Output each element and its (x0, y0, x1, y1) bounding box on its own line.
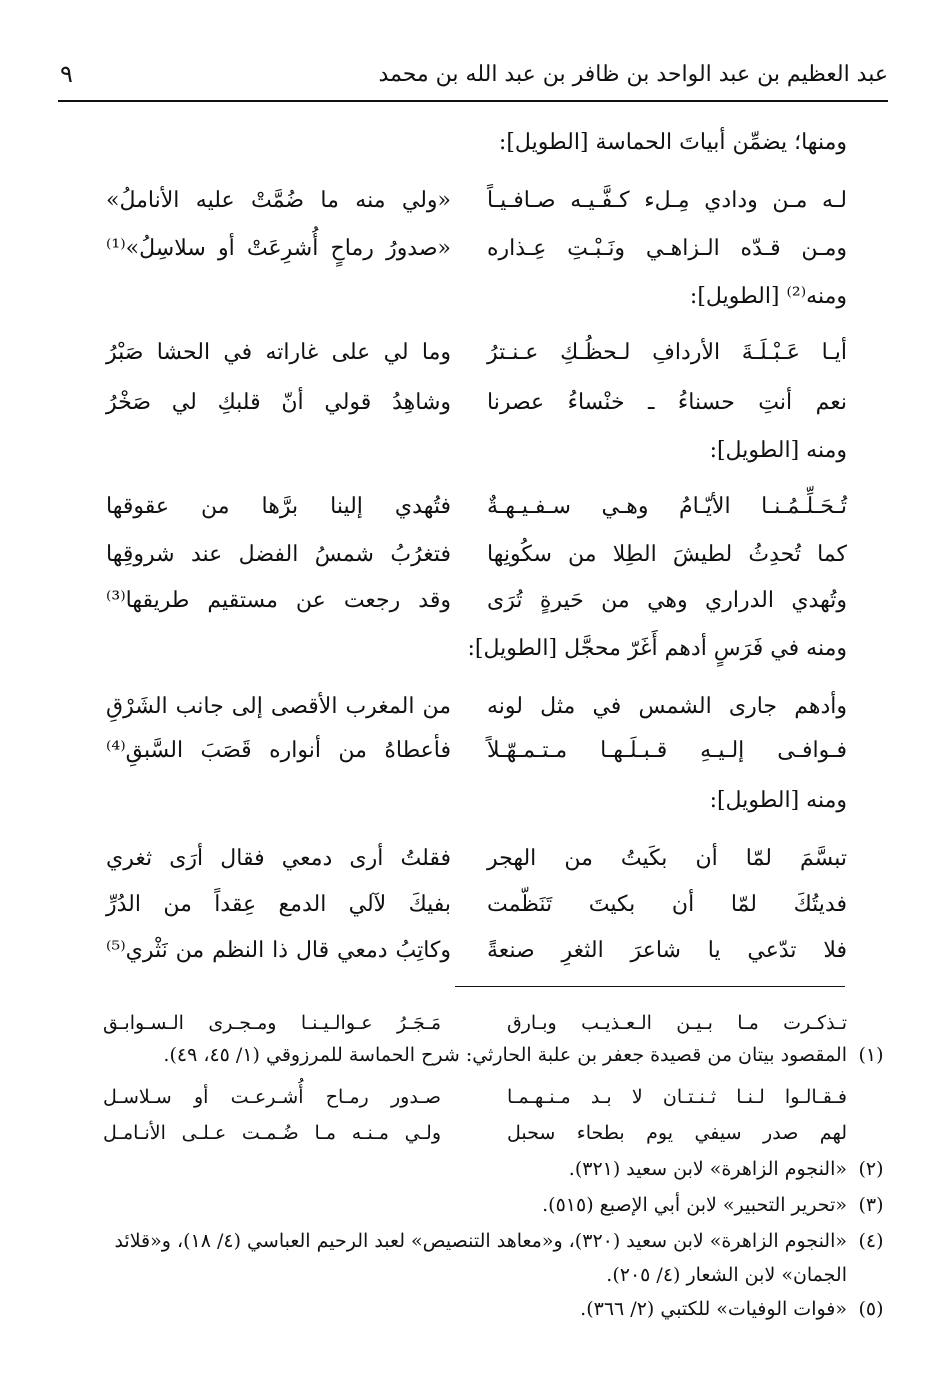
verse-right-hemistich: لـه مـن ودادي مِـلء كـفَّـيـه صـافـيـاً (487, 188, 847, 213)
verse-left-hemistich: «ولي منه ما ضُمَّتْ عليه الأناملُ» (106, 188, 451, 213)
verse-left-hemistich: فأعطاهُ من أنواره قَصَبَ السَّبقِ⁽⁴⁾ (106, 738, 451, 763)
footnote-number: (٥) (858, 1298, 884, 1320)
footnote-number: (٤) (858, 1230, 884, 1252)
footnote-verse-left: مَـجَـرُ عـوالـيـنـا ومـجـرى الـسـوابـق (103, 1012, 441, 1034)
footnote-verse-right: لهم صدر سيفي يوم بطحاء سحبل (507, 1122, 847, 1144)
verse-right-hemistich: نعم أنتِ حسناءُ ـ خنْساءُ عصرنا (487, 390, 847, 415)
verse-left-hemistich: فتُهدي إلينا برَّها من عقوقها (106, 494, 451, 519)
verse-right-hemistich: وأدهم جارى الشمس في مثل لونه (487, 694, 847, 719)
verse-right-hemistich: أيـا عَـبْـلَـةَ الأردافِ لـحظُـكِ عـنـترُ (487, 340, 847, 365)
page-number: ٩ (60, 60, 73, 88)
verse-left-hemistich: فتغرُبُ شمسُ الفضل عند شروقِها (106, 542, 451, 567)
intro-line: ومنها؛ يضمِّن أبياتَ الحماسة [الطويل]: (498, 130, 847, 155)
verse-right-hemistich: فلا تدّعي يا شاعرَ الثغرِ صنعةً (487, 938, 847, 963)
verse-left-hemistich: من المغرب الأقصى إلى جانب الشَرْقِ (106, 694, 451, 719)
footnote-separator (455, 986, 845, 987)
verse-left-hemistich: «صدورُ رماحٍ أُشرِعَتْ أو سلاسِلُ»⁽¹⁾ (106, 236, 451, 261)
running-title: عبد العظيم بن عبد الواحد بن ظافر بن عبد الله بن محمد (378, 62, 888, 87)
page-header (58, 56, 888, 102)
intro-line: ومنه [الطويل]: (709, 788, 847, 813)
verse-left-hemistich: وكاتِبُ دمعي قال ذا النظم من نَثْري⁽⁵⁾ (106, 938, 451, 963)
footnote-number: (٣) (858, 1194, 884, 1216)
intro-line: ومنه في فَرَسٍ أدهم أَغَرّ محجَّل [الطويل]: (467, 636, 847, 661)
verse-left-hemistich: وشاهِدُ قولي أنّ قلبكِ لي صَخْرُ (106, 390, 451, 415)
verse-left-hemistich: وما لي على غاراته في الحشا صَبْرُ (106, 340, 451, 365)
footnote-verse-left: صـدور رمـاح أُشـرعـت أو سـلاسـل (103, 1086, 441, 1108)
verse-left-hemistich: فقلتُ أرى دمعي فقال أرَى ثغري (106, 846, 451, 871)
footnote-text: المقصود بيتان من قصيدة جعفر بن علبة الحارثي: شرح الحماسة للمرزوقي (١/ ٤٥، ٤٩). (163, 1044, 847, 1066)
footnote-number: (١) (858, 1044, 884, 1066)
footnote-text-continuation: الجمان» لابن الشعار (٤/ ٢٠٥). (606, 1264, 847, 1286)
verse-left-hemistich: بفيكَ لآلي الدمع عِقداً من الدُرِّ (106, 892, 451, 917)
verse-right-hemistich: تبسَّمَ لمّا أن بكَيتُ من الهجر (487, 846, 847, 871)
verse-right-hemistich: ومـن قـدّه الـزاهـي ونَـبْـتِ عِـذاره (487, 236, 847, 261)
footnote-text: «النجوم الزاهرة» لابن سعيد (٣٢٠)، و«معاهد التنصيص» لعبد الرحيم العباسي (٤/ ١٨)، و«قلائد (114, 1230, 847, 1252)
intro-line: ومنه⁽²⁾ [الطويل]: (689, 284, 847, 309)
footnote-text: «النجوم الزاهرة» لابن سعيد (٣٢١). (568, 1158, 847, 1180)
footnote-verse-right: تـذكـرت مـا بـيـن الـعـذيـب وبـارق (507, 1012, 847, 1034)
verse-right-hemistich: تُـحَـلِّـمُـنـا الأيّـامُ وهـي سـفـيـهـةٌ (487, 494, 847, 519)
verse-right-hemistich: فديتُكَ لمّا أن بكيتَ تَنَظّمت (487, 892, 847, 917)
verse-left-hemistich: وقد رجعت عن مستقيم طريقها⁽³⁾ (106, 588, 451, 613)
footnote-text: «فوات الوفيات» للكتبي (٢/ ٣٦٦). (580, 1298, 847, 1320)
footnote-number: (٢) (858, 1158, 884, 1180)
intro-line: ومنه [الطويل]: (709, 438, 847, 463)
footnote-verse-left: ولـي مـنـه مـا ضُـمـت عـلـى الأنـامـل (103, 1122, 441, 1144)
verse-right-hemistich: فـوافـى إلـيـهِ قـبـلَـهـا مـتـمـهّـلاً (487, 738, 847, 763)
footnote-verse-right: فـقـالـوا لـنـا ثـنـتـان لا بـد مـنـهـمـا (507, 1086, 847, 1108)
footnote-text: «تحرير التحبير» لابن أبي الإصبع (٥١٥). (542, 1194, 847, 1216)
verse-right-hemistich: كما تُحدِثُ لطيشَ الطِلا من سكُونِها (487, 542, 847, 567)
verse-right-hemistich: وتُهدي الدراري وهي من حَيرةٍ تُرَى (487, 588, 847, 613)
